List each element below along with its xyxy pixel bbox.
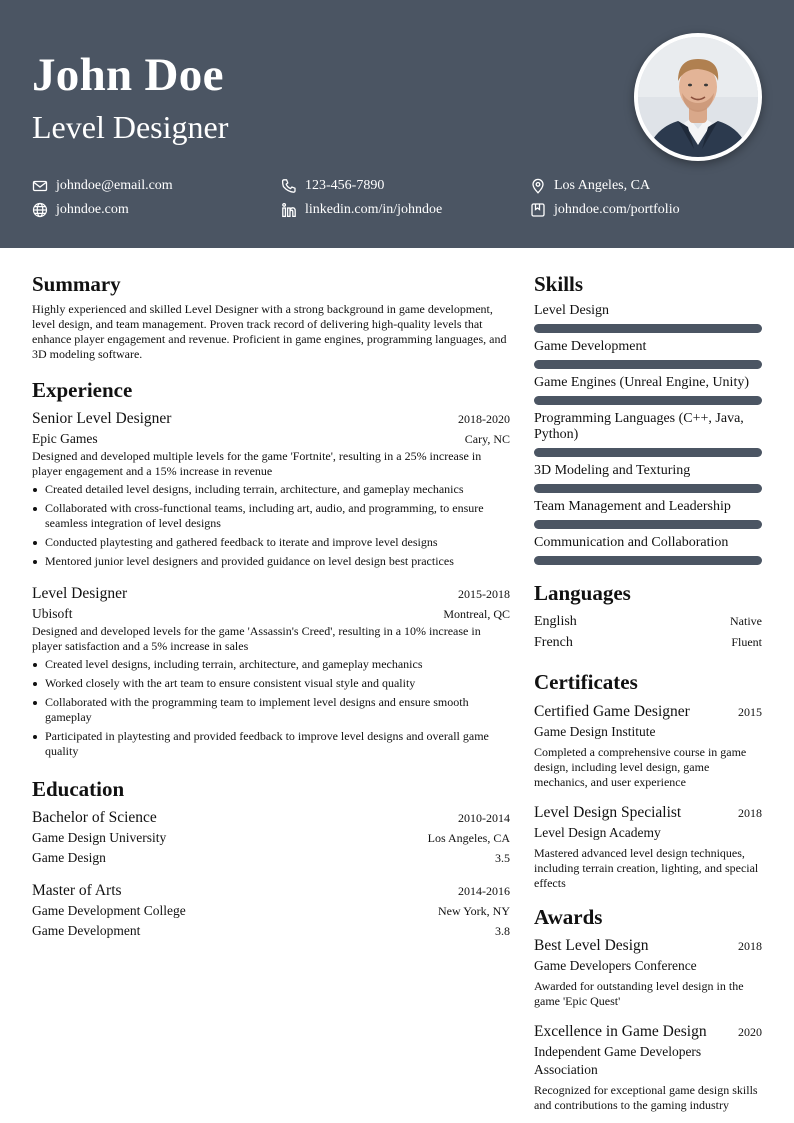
- linkedin-icon: [281, 202, 297, 218]
- job-dates: 2015-2018: [458, 587, 510, 601]
- contact-phone-text: 123-456-7890: [305, 178, 385, 193]
- education-entry: [32, 880, 510, 941]
- contact-location: [530, 177, 762, 195]
- contact-email[interactable]: [32, 177, 281, 195]
- skill-level-bar: [534, 520, 762, 529]
- skill-item: [534, 339, 762, 369]
- skill-level-bar: [534, 448, 762, 457]
- job-bullet: Mentored junior level designers and provided guidance on level design best practices: [32, 554, 510, 569]
- job-location: Montreal, QC: [443, 607, 510, 621]
- skills-section: [534, 270, 762, 565]
- certificates-section: [534, 668, 762, 891]
- job-bullet: Participated in playtesting and provided feedback to improve level designs and overall game quality: [32, 729, 510, 759]
- skill-level-bar: [534, 324, 762, 333]
- experience-entry: [32, 408, 510, 569]
- job-bullet: Collaborated with the programming team to implement level designs and ensure smooth gameplay: [32, 695, 510, 725]
- resume-header: [0, 0, 794, 248]
- candidate-name: John Doe: [32, 49, 224, 101]
- skill-item: [534, 411, 762, 457]
- award-description: Awarded for outstanding level design in the game 'Epic Quest': [534, 979, 744, 1008]
- skill-item: [534, 303, 762, 333]
- job-title: Level Designer: [32, 585, 128, 602]
- award-description: Recognized for exceptional game design skills and contributions to the gaming industry: [534, 1083, 758, 1112]
- skill-name: Level Design: [534, 303, 610, 318]
- job-description: Designed and developed levels for the game 'Assassin's Creed', resulting in a 10% increase in player satisfaction and a 5% increase in sales: [32, 624, 481, 653]
- certificate-org: Level Design Academy: [534, 825, 661, 840]
- education-degree: Bachelor of Science: [32, 809, 157, 826]
- education-section: [32, 775, 510, 941]
- experience-heading: Experience: [32, 378, 133, 402]
- language-name: French: [534, 635, 573, 650]
- job-company: Ubisoft: [32, 606, 73, 621]
- profile-photo: [634, 33, 762, 161]
- skill-level-bar: [534, 484, 762, 493]
- summary-section: [32, 270, 510, 362]
- education-location: New York, NY: [437, 904, 510, 918]
- skill-name: Communication and Collaboration: [534, 535, 729, 550]
- profile-photo-image: [638, 37, 758, 157]
- job-bullet: Worked closely with the art team to ensure consistent visual style and quality: [32, 676, 510, 691]
- candidate-title: Level Designer: [32, 109, 229, 145]
- certificate-year: 2015: [738, 705, 762, 719]
- award-org: Independent Game Developers Association: [534, 1044, 702, 1077]
- education-heading: Education: [32, 777, 125, 801]
- certificate-title: Level Design Specialist: [534, 804, 682, 821]
- education-location: Los Angeles, CA: [427, 831, 510, 845]
- award-item: [534, 936, 762, 1009]
- education-school: Game Development College: [32, 903, 186, 918]
- job-bullet: Created level designs, including terrain, architecture, and gameplay mechanics: [32, 657, 510, 672]
- certificates-heading: Certificates: [534, 670, 638, 694]
- contact-linkedin-text: linkedin.com/in/johndoe: [305, 202, 443, 217]
- awards-section: [534, 903, 762, 1113]
- education-school: Game Design University: [32, 830, 167, 845]
- certificate-item: [534, 702, 762, 790]
- languages-section: [534, 579, 762, 653]
- portfolio-icon: [530, 202, 546, 218]
- skill-level-bar: [534, 396, 762, 405]
- phone-icon: [281, 178, 297, 194]
- contact-linkedin[interactable]: [281, 201, 530, 219]
- award-year: 2020: [738, 1025, 762, 1039]
- job-location: Cary, NC: [464, 432, 510, 446]
- skill-name: Team Management and Leadership: [534, 499, 731, 514]
- award-item: [534, 1022, 762, 1113]
- education-degree: Master of Arts: [32, 882, 122, 899]
- award-title: Best Level Design: [534, 937, 649, 954]
- education-gpa: 3.5: [495, 851, 510, 865]
- language-level: Native: [730, 614, 762, 628]
- skill-name: Game Engines (Unreal Engine, Unity): [534, 375, 749, 390]
- left-column: [32, 270, 510, 941]
- contact-website[interactable]: [32, 201, 281, 219]
- skill-name: Programming Languages (C++, Java, Python): [534, 411, 744, 442]
- skills-heading: Skills: [534, 272, 584, 296]
- summary-heading: Summary: [32, 272, 121, 296]
- experience-section: [32, 376, 510, 759]
- job-description: Designed and developed multiple levels for the game 'Fortnite', resulting in a 25% increase in player engagement and a 15% increase in revenue: [32, 449, 482, 478]
- education-field: Game Design: [32, 850, 106, 865]
- job-bullet: Conducted playtesting and gathered feedback to iterate and improve level designs: [32, 535, 510, 550]
- skill-name: 3D Modeling and Texturing: [534, 463, 691, 478]
- certificate-org: Game Design Institute: [534, 724, 656, 739]
- contact-website-text: johndoe.com: [56, 202, 129, 217]
- language-item: [534, 611, 762, 632]
- job-company: Epic Games: [32, 431, 98, 446]
- skill-level-bar: [534, 360, 762, 369]
- job-title: Senior Level Designer: [32, 410, 172, 427]
- skill-name: Game Development: [534, 339, 647, 354]
- certificate-description: Completed a comprehensive course in game design, including level design, game mechanics, and user experience: [534, 745, 747, 789]
- globe-icon: [32, 202, 48, 218]
- job-bullet-list: [32, 482, 510, 569]
- skill-item: [534, 535, 762, 565]
- contact-email-text: johndoe@email.com: [56, 178, 173, 193]
- education-entry: [32, 807, 510, 868]
- location-pin-icon: [530, 178, 546, 194]
- skill-level-bar: [534, 556, 762, 565]
- awards-heading: Awards: [534, 905, 603, 929]
- education-gpa: 3.8: [495, 924, 510, 938]
- skill-item: [534, 499, 762, 529]
- contact-phone[interactable]: [281, 177, 530, 195]
- job-bullet-list: [32, 657, 510, 759]
- award-title: Excellence in Game Design: [534, 1023, 707, 1040]
- contact-portfolio-text: johndoe.com/portfolio: [554, 202, 680, 217]
- skills-list: [534, 303, 762, 565]
- skill-item: [534, 375, 762, 405]
- languages-heading: Languages: [534, 581, 631, 605]
- language-item: [534, 632, 762, 653]
- job-bullet: Collaborated with cross-functional teams, including art, audio, and programming, to ensure seamless integration of level designs: [32, 501, 510, 531]
- certificate-title: Certified Game Designer: [534, 703, 690, 720]
- experience-entry: [32, 583, 510, 759]
- education-dates: 2014-2016: [458, 884, 510, 898]
- language-level: Fluent: [731, 635, 762, 649]
- certificate-year: 2018: [738, 806, 762, 820]
- language-name: English: [534, 614, 577, 629]
- summary-text: Highly experienced and skilled Level Designer with a strong background in game development, level design, and team management. Proven track record of delivering high-quality levels that enhance player engagement and revenue. Proficient in game engines, programming languages, and 3D modeling software.: [32, 302, 507, 361]
- education-field: Game Development: [32, 923, 141, 938]
- award-org: Game Developers Conference: [534, 958, 697, 973]
- education-dates: 2010-2014: [458, 811, 510, 825]
- award-year: 2018: [738, 939, 762, 953]
- contact-location-text: Los Angeles, CA: [554, 178, 651, 193]
- skill-item: [534, 463, 762, 493]
- contact-portfolio[interactable]: [530, 201, 762, 219]
- job-bullet: Created detailed level designs, including terrain, architecture, and gameplay mechanics: [32, 482, 510, 497]
- right-column: [534, 270, 762, 1113]
- contact-info: [32, 174, 762, 222]
- mail-icon: [32, 178, 48, 194]
- job-dates: 2018-2020: [458, 412, 510, 426]
- certificate-item: [534, 803, 762, 891]
- certificate-description: Mastered advanced level design techniques, including terrain creation, lighting, and special effects: [534, 846, 759, 890]
